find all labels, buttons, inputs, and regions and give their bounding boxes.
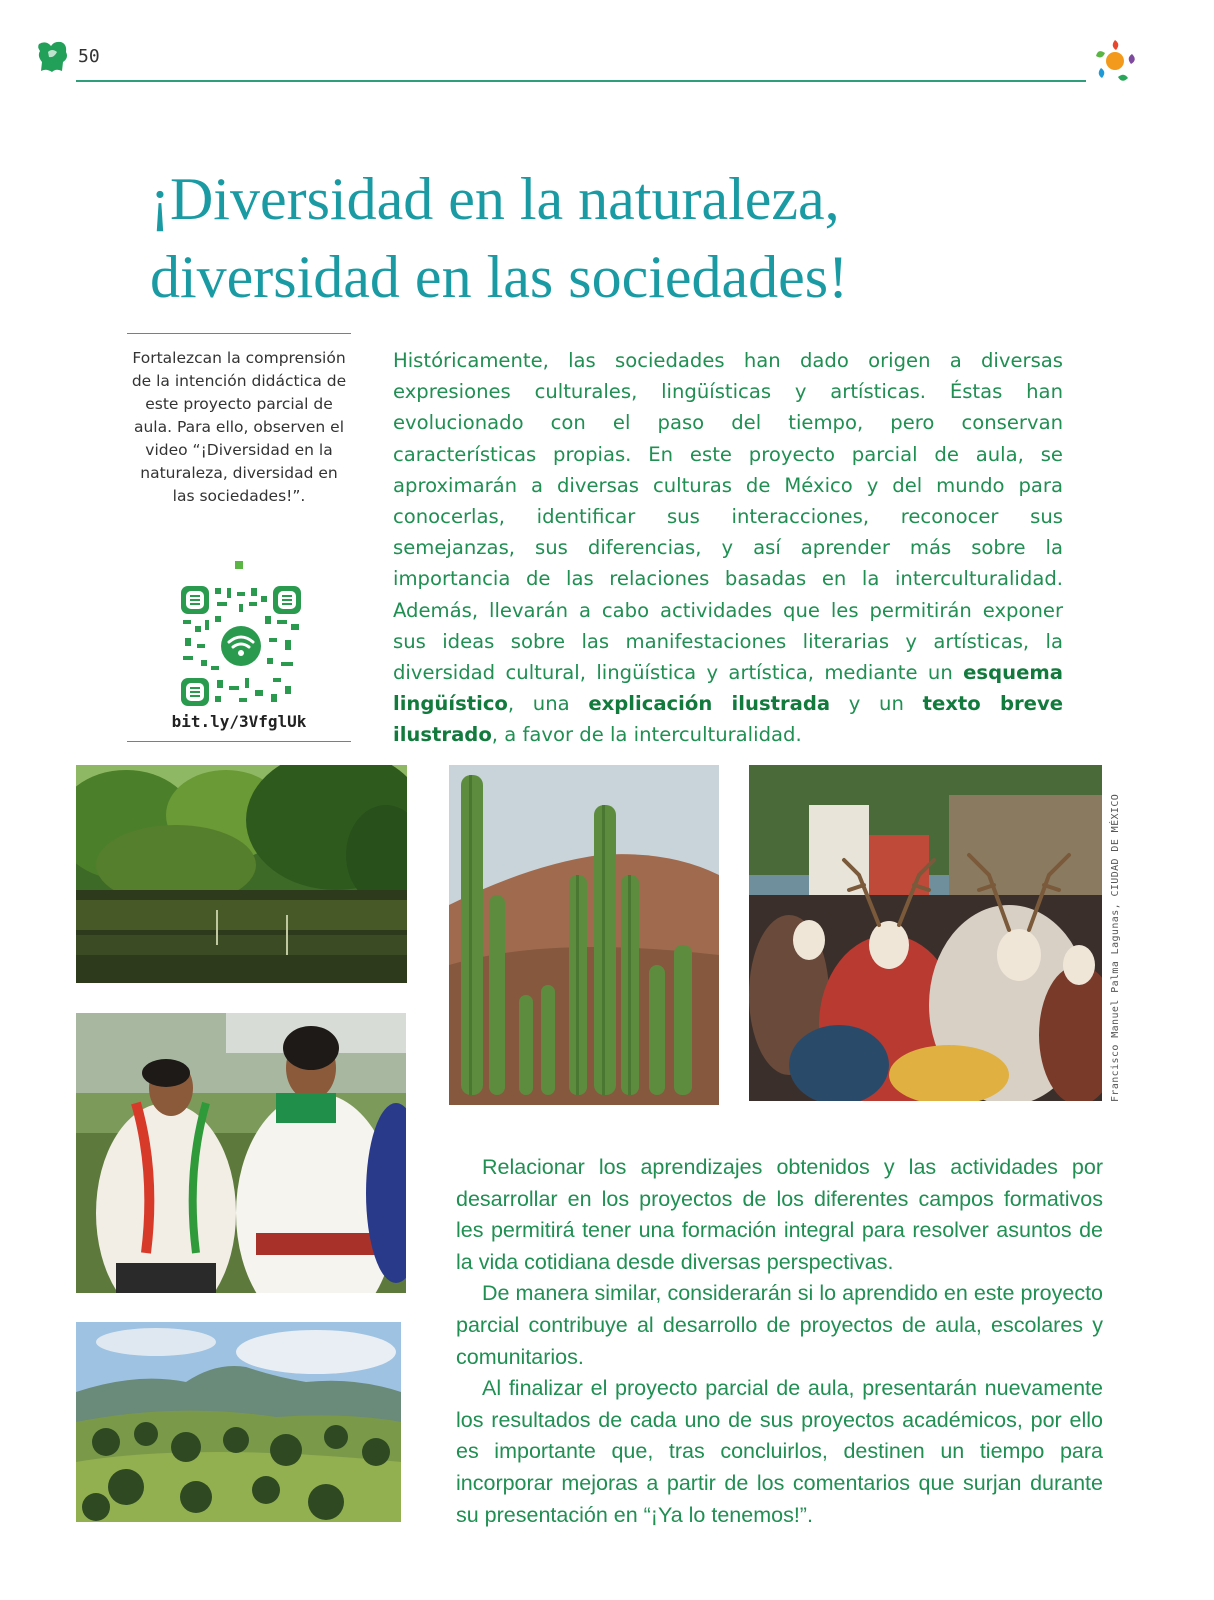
page-number: 50 [78,46,100,67]
term-esquema: esquema lingüístico [393,661,1063,716]
intro-text: y un [830,692,923,716]
sidebar-note: Fortalezcan la comprensión de la intención didáctica de este proyecto parcial de aula. Para ello, observen el video “¡Diversidad en la naturaleza, diversidad en las sociedades!”. [131,349,347,505]
intro-text: , a favor de la interculturalidad. [491,723,802,747]
body-paragraph-2: De manera similar, considerarán si lo aprendido en este proyecto parcial contribuye al desarrollo de proyectos de aula, escolares y comunitarios. [456,1281,1103,1369]
intro-text: Históricamente, las sociedades han dado origen a diversas expresiones culturales, lingüísticas y artísticas. Éstas han evolucionado con el paso del tiempo, pero conservan características propias. En este proyecto parcial de aula, se aproximarán a diversas culturas de México y del mundo para conocerlas, identificar sus interacciones, reconocer sus semejanzas, sus diferencias, y así aprender más sobre la importancia de las relaciones basadas en la interculturalidad. Además, llevarán a cabo actividades que les permitirán exponer sus ideas sobre las manifestaciones literarias y artísticas, la diversidad cultural, lingüística y artística, mediante un [393,349,1063,685]
intro-paragraph [393,345,1063,751]
body-paragraph-1: Relacionar los aprendizajes obtenidos y las actividades por desarrollar en los proyectos de los diferentes campos formativos les permitirá tener una formación integral para resolver asuntos de la vida cotidiana desde diversas perspectivas. [456,1155,1103,1274]
title-line-1: ¡Diversidad en la naturaleza, [150,166,840,232]
term-texto: texto breve ilustrado [393,692,1064,747]
header-rule [76,80,1086,82]
photo-credit: Francisco Manuel Palma Lagunas, CIUDAD DE MÉXICO [1110,793,1121,1102]
title-line-2: diversidad en las sociedades! [150,244,849,310]
forest-pond-photo [76,765,407,983]
qr-link[interactable]: bit.ly/3VfglUk [171,712,307,731]
women-ceremony-photo [76,1013,406,1293]
cacti-photo [449,765,719,1105]
book-logo-icon [36,38,70,74]
campus-flower-icon [1088,34,1142,88]
body-paragraph-3: Al finalizar el proyecto parcial de aula, presentarán nuevamente los resultados de cada uno de sus proyectos académicos, por ello es importante que, tras concluirlos, destinen un tiempo para incorporar mejoras a partir de los comentarios que surjan durante su presentación en “¡Ya lo tenemos!”. [456,1376,1103,1527]
bullet-square [235,561,243,569]
qr-code-icon[interactable] [181,586,301,706]
intro-text: , una [507,692,589,716]
dancers-photo [749,765,1102,1101]
mountain-landscape-photo [76,1322,401,1522]
body-text [456,1152,1103,1531]
term-explicacion: explicación ilustrada [588,692,831,716]
page-title [150,160,1110,316]
sidebar-top-rule [127,333,351,334]
sidebar-bottom-rule [127,741,351,742]
